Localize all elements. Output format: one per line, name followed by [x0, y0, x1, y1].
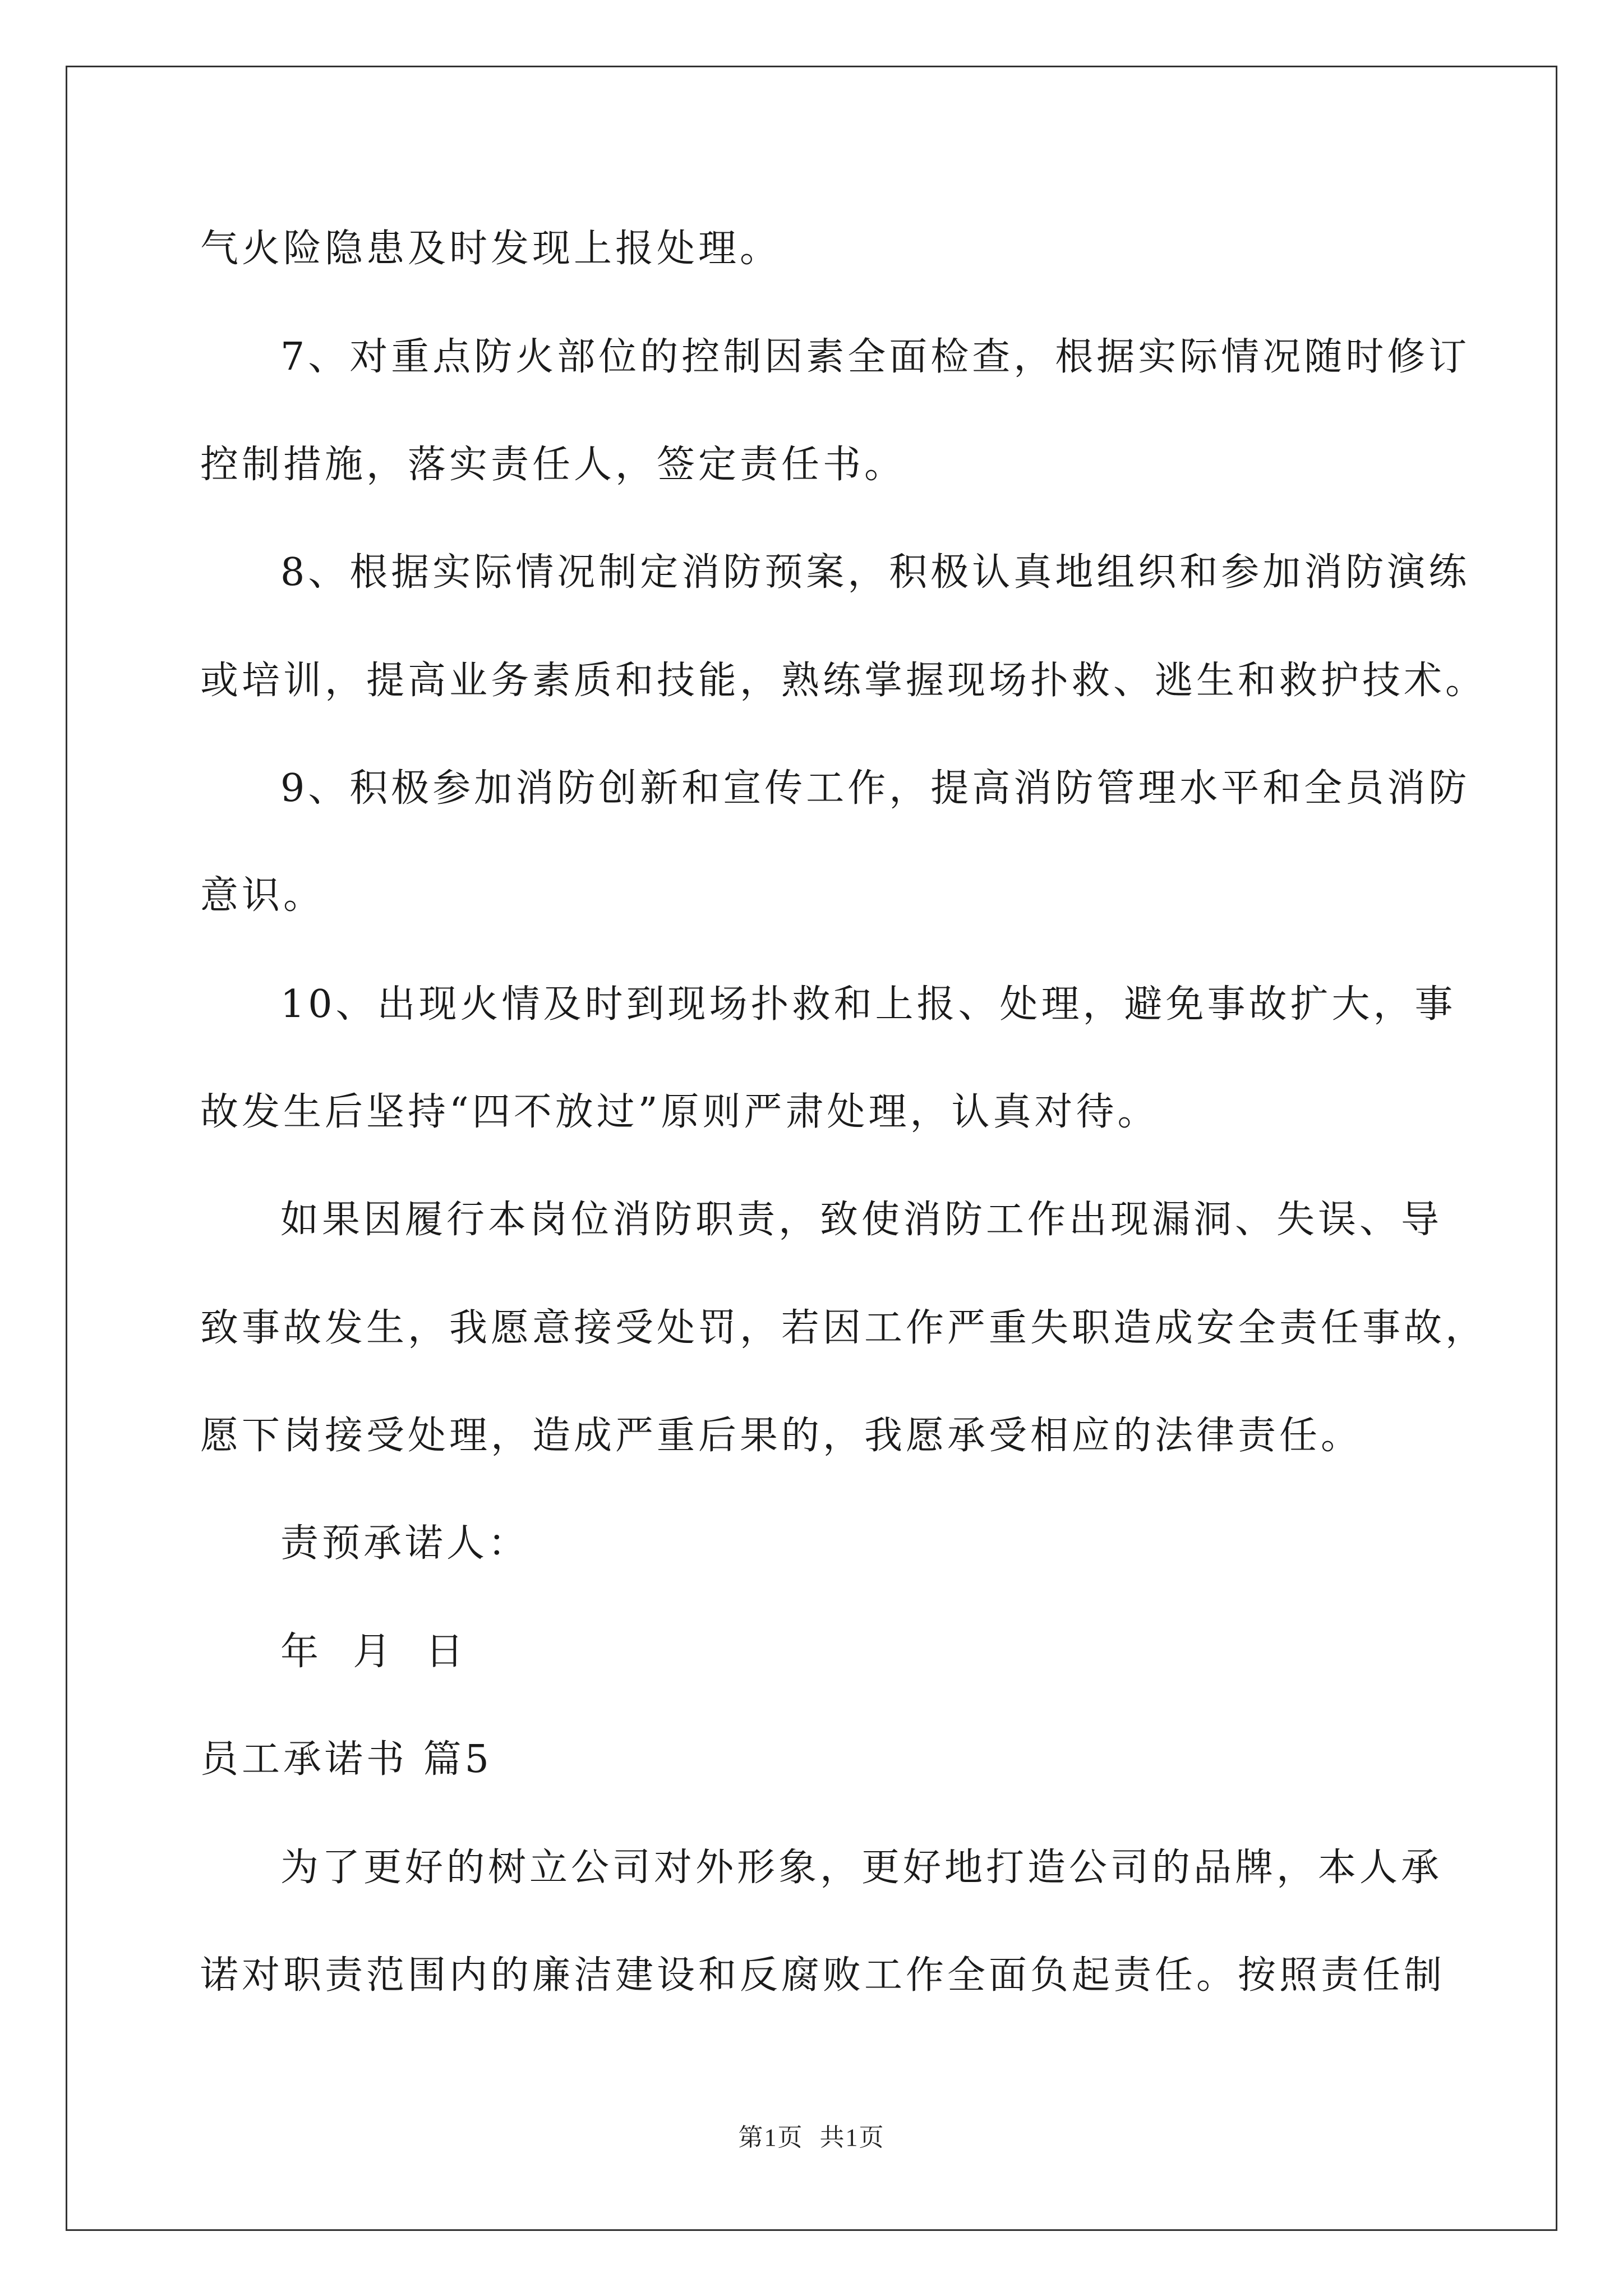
signatory-label: 责预承诺人：	[280, 1521, 530, 1566]
section-heading: 员工承诺书 篇5	[200, 1737, 492, 1782]
body-line: 9、积极参加消防创新和宣传工作，提高消防管理水平和全员消防	[280, 766, 1470, 811]
page-footer	[0, 2117, 1623, 2153]
body-line: 意识。	[200, 873, 325, 918]
page-number: 第1页	[738, 2124, 804, 2151]
body-line: 诺对职责范围内的廉洁建设和反腐败工作全面负起责任。按照责任制	[200, 1953, 1446, 1998]
body-line: 8、根据实际情况制定消防预案，积极认真地组织和参加消防演练	[280, 550, 1470, 595]
body-line: 致事故发生，我愿意接受处罚，若因工作严重失职造成安全责任事故，	[200, 1306, 1487, 1350]
body-line: 10、出现火情及时到现场扑救和上报、处理，避免事故扩大，事	[280, 982, 1456, 1027]
body-line: 为了更好的树立公司对外形象，更好地打造公司的品牌，本人承	[280, 1846, 1443, 1890]
date-line: 年 月 日	[280, 1630, 467, 1674]
body-line: 愿下岗接受处理，造成严重后果的，我愿承受相应的法律责任。	[200, 1414, 1363, 1458]
body-line: 控制措施，落实责任人，签定责任书。	[200, 443, 906, 487]
page-total: 共1页	[819, 2124, 885, 2151]
body-line: 如果因履行本岗位消防职责，致使消防工作出现漏洞、失误、导	[280, 1198, 1443, 1242]
body-line: 气火险隐患及时发现上报处理。	[200, 227, 782, 271]
body-line: 7、对重点防火部位的控制因素全面检查，根据实际情况随时修订	[280, 335, 1470, 379]
body-line: 或培训，提高业务素质和技能，熟练掌握现场扑救、逃生和救护技术。	[200, 659, 1487, 703]
body-line: 故发生后坚持“四不放过”原则严肃处理，认真对待。	[200, 1090, 1159, 1134]
page-border	[66, 66, 1557, 2231]
